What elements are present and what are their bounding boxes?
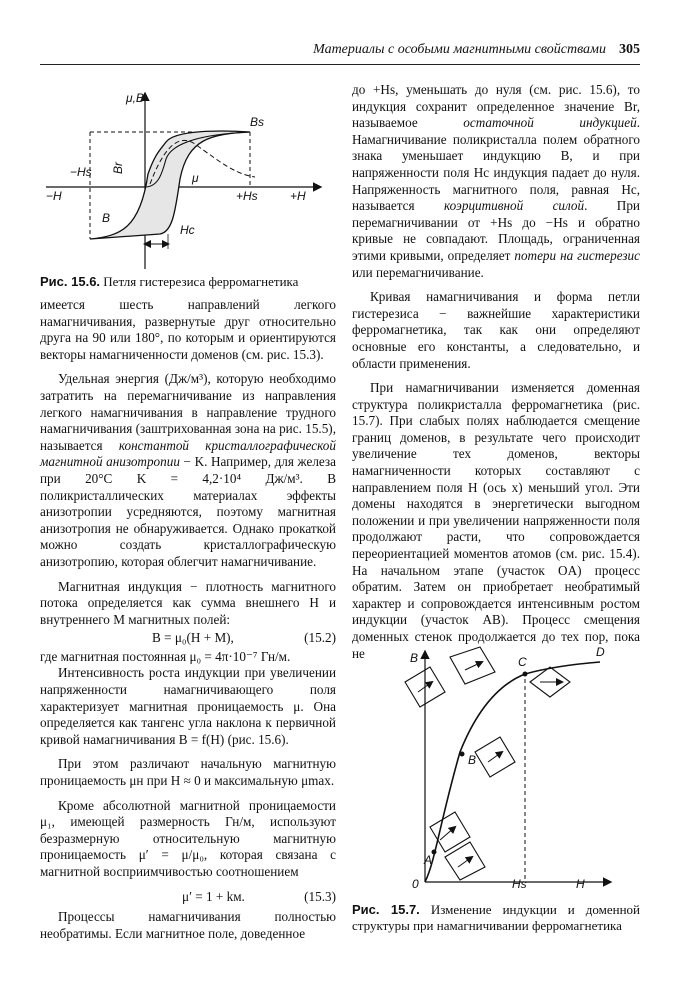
- label-mu-b: μ,B: [126, 91, 144, 105]
- label-b: B: [102, 211, 111, 225]
- origin-label: 0: [412, 877, 419, 891]
- running-header: [40, 38, 640, 65]
- paragraph: Процессы намагничивания полностью необратимы. Если магнитное поле, доведенное: [40, 909, 336, 941]
- point-b-label: B: [468, 753, 477, 767]
- label-bs: Bs: [250, 115, 265, 129]
- paragraph: где магнитная постоянная μ₀ = 4π·10⁻⁷ Гн/м.: [40, 648, 291, 664]
- figure-15-6-caption: [40, 274, 340, 290]
- caption-number: Рис. 15.6.: [40, 274, 101, 289]
- equation-15-3: μ′ = 1 + kм. (15.3): [182, 888, 336, 904]
- caption-text: Изменение индукции и доменной структуры при намагничивании ферромагнетика: [352, 902, 641, 933]
- label-br: Br: [111, 162, 125, 174]
- page-number: 305: [619, 42, 640, 57]
- label-pos-hs: +Hs: [236, 189, 258, 203]
- equation-15-2: B = μ₀(H + M), (15.2): [152, 630, 336, 646]
- label-neg-hs: −Hs: [70, 165, 92, 179]
- label-neg-h: −H: [46, 189, 62, 203]
- point-d-label: D: [596, 645, 605, 659]
- paragraph: При намагничивании изменяется доменная структура поликристалла ферромагнетика (рис. 15.7). При слабых полях наблюдается смещение границ доменов, в результате чего происходит увеличение тех доменов, векторы намагниченности которых составляют с направлением поля H (ось x) меньший угол. Эти домены находятся в энергетически выгодном положении и при увеличении напряженности поля продолжают расти, что сопровождается переориентацией моментов атомов (см. рис. 15.4). На начальном этапе (участок OA) процесс обратим. Затем он приобретает необратимый характер и сопровождается интенсивным ростом индукции (участок AB). Процесс смещения доменных стенок продолжается до тех пор, пока не: [352, 380, 640, 661]
- left-column: [40, 297, 336, 942]
- hs-label: Hs: [512, 877, 527, 891]
- point-a-label: A: [424, 853, 433, 867]
- paragraph: Интенсивность роста индукции при увеличении напряженности намагничивающего поля характеризует магнитная проницаемость μ. Она определяется как тангенс угла наклона к первичной кривой намагничивания B = f(H) (рис. 15.6).: [40, 665, 336, 747]
- paragraph: Магнитная индукция − плотность магнитного потока определяется как сумма внешнего H и внутреннего M магнитных полей:: [40, 578, 336, 627]
- header-title: Материалы с особыми магнитными свойствами: [313, 42, 606, 57]
- domain-square: [450, 647, 495, 684]
- figure-15-6-hysteresis: [40, 84, 340, 274]
- paragraph: имеется шесть направлений легкого намагничивания, развернутые друг относительно друга на 90 или 180°, по которым и ориентируются векторы намагниченности доменов (см. рис. 15.3).: [40, 297, 336, 362]
- label-pos-h: +H: [290, 189, 306, 203]
- caption-number: Рис. 15.7.: [352, 902, 420, 917]
- axis-h-label: H: [576, 877, 585, 891]
- point-c-label: C: [518, 655, 527, 669]
- paragraph: Кроме абсолютной магнитной проницаемости μ₁, имеющей размерность Гн/м, используют безразмерную относительную магнитную проницаемость μ′ = μ/μ₀, которая связана с магнитной восприимчивостью соотношением: [40, 797, 336, 879]
- paragraph: Кривая намагничивания и форма петли гистерезиса − важнейшие характеристики ферромагнетика, так как они определяют основные его константы, а следовательно, и области применения.: [352, 289, 640, 371]
- label-hc: Hc: [180, 223, 195, 237]
- axis-b-label: B: [410, 651, 419, 665]
- figure-15-7-domains: [400, 642, 620, 892]
- paragraph-remanence: до +Hs, уменьшать до нуля (см. рис. 15.6), то индукция сохранит определенное значение Br, называемое остаточной индукцией. Намагничивание поликристалла полем обратного знака уменьшает индукцию B, и при напряженности поля Hc индукция падает до нуля. Напряженность магнитного поля, равная Hc, называется коэрцитивной силой. При перемагничивании от +Hs до −Hs и обратно кривые не совпадают. Площадь, ограниченная этими кривыми, определяет потери на гистерезис или перемагничивание.: [352, 82, 640, 280]
- right-column: [352, 82, 640, 662]
- figure-15-7-caption: [352, 902, 640, 934]
- domain-square: [445, 842, 485, 880]
- magnetization-curve: [425, 662, 600, 882]
- label-mu: μ: [192, 171, 199, 185]
- paragraph-anisotropy: Удельная энергия (Дж/м³), которую необходимо затратить на перемагничивание из направления легкого намагничивания в направление трудного намагничивания (заштрихованная зона на рис. 15.5), называется константой кристаллографической магнитной анизотропии − K. Например, для железа при 20°C K = 4,2·10⁴ Дж/м³. В поликристаллических материалах эффекты анизотропии усредняются, поэтому магнитная анизотропия не обнаруживается. Однако прокаткой можно создать кристаллографическую анизотропию, которая облегчит намагничивание.: [40, 371, 336, 569]
- paragraph: При этом различают начальную магнитную проницаемость μн при H ≈ 0 и максимальную μmax.: [40, 756, 336, 789]
- caption-text: Петля гистерезиса ферромагнетика: [103, 274, 299, 289]
